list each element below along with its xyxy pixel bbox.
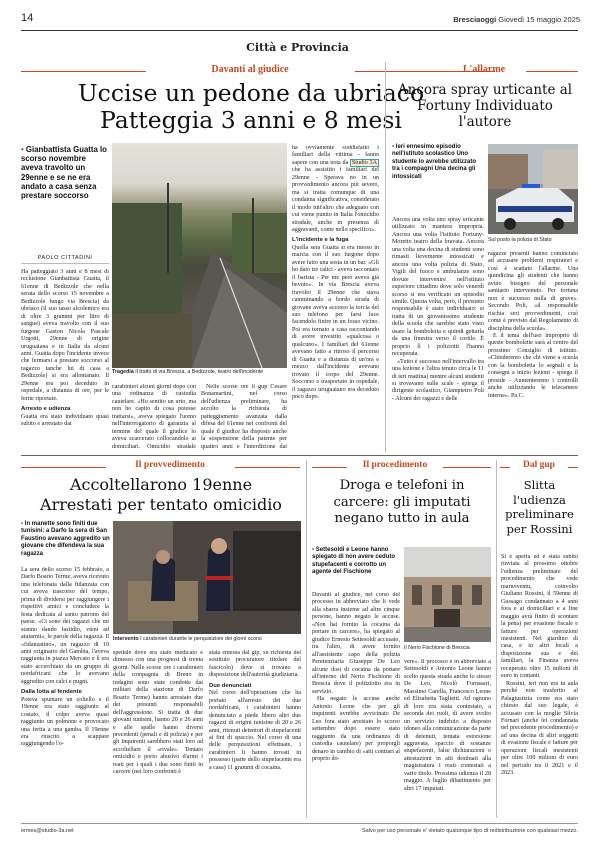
article4-column-1 bbox=[312, 592, 400, 817]
paragraph: Rossini, ieri non era in aula perché non trasferito al Palagiustizia come era stato chiesto dal suo legale, è accusato con la moglie Silvia Fornari (anche lei condannata nel precedente procedimento) e ad una decina di altri soggetti di evasione fiscale e fatture per operazioni fiscali inesistenti per oltre 100 milioni di euro nel periodo tra il 2021 e il 2023. bbox=[501, 680, 578, 777]
caption-label: Tragedia bbox=[112, 369, 134, 375]
text: ha ovviamente soddisfatto i familiari della vittima - fanno sapere con una nota da bbox=[292, 145, 379, 166]
article4-caption: Il Nerio Fischione di Brescia bbox=[404, 645, 470, 651]
article5-headline: Slitta l'udienza preliminare per Rossini bbox=[505, 478, 574, 536]
carabinieri-search-image bbox=[113, 521, 301, 634]
footer-notice: Salvo per uso personale e' vietato qualunque tipo di redistribuzione con qualsiasi mezzo. bbox=[362, 828, 578, 834]
article1-kicker: Davanti al giudice bbox=[211, 64, 289, 75]
paragraph: La sera dello scorso 15 febbraio, a Darfo Boario Terme, aveva ricevuto una telefonata dalla fidanzata con cui aveva trascorso del tempo, prima di dividersi per raggiungere i rispettivi amici e concludere la festa dedicata al santo patrono del paese. «Ci sono dei ragazzi che mi stanno dando fastidio, vieni ad aiutarmi», le parole della ragazza. Il «fidanzatino», un ragazzo di 19 anni originario del Gambia, l'aveva raggiunta in piazza Mercato e lì era stato accerchiato da un gruppo di nordafricani che lo avevano aggredito con calci e pugni. bbox=[21, 567, 109, 685]
bullet-icon: • bbox=[312, 547, 315, 553]
road-scene-image bbox=[112, 143, 287, 368]
publication-name: Bresciaoggi bbox=[453, 15, 497, 24]
article3-caption bbox=[113, 636, 301, 642]
paragraph: Ha patteggiato 3 anni e 8 mesi di reclusione Gianbattista Guatta, il 61enne di Bedizzole che nella serata dello scorso 15 novembre a Bedizzole fungo via Brescia) da ubriaco (il suo tasso alcolemico era di oltre 3 grammi per litro di sangue) aveva travolto con il suo furgone Gaston Nicola Pascale Urgotti, 29enne di origine uruguaiana e in Italia da alcuni anni. Guatta dopo l'incidente invece che fermarsi a prestare soccorso al ragazzo tanche lui di casa a Bedizzole) si era allontanato. Il 29enne era poi deceduto in ospedale, a distanza di ore, per le ferite riportate. bbox=[21, 269, 109, 402]
article3-photo bbox=[113, 521, 301, 634]
article4-kicker-rule bbox=[312, 467, 347, 468]
article1-caption bbox=[112, 369, 287, 375]
paragraph: Poteva spuntare un coltello e il 19enne era stato raggiunto al costato, il colpo aveva quasi raggiunto un polmone e provocato una ferita a una gamba. Il 19enne era riuscito a scappare raggiungendo l'o- bbox=[21, 696, 109, 748]
article2-kicker: L'allarme bbox=[462, 64, 506, 75]
article4-kicker-rule-right bbox=[443, 467, 491, 468]
bullet-icon: • bbox=[21, 521, 24, 527]
article3-kicker-rule-right bbox=[235, 467, 300, 468]
article3-column-3 bbox=[209, 650, 301, 817]
paragraph: E il tema dell'uso improprio di queste bombolette sarà al centro del prossimo Consiglio di istituto. «Chiederemo che chi viene a scuola con la bomboletta lo segnali e la consegni a inizio lezioni - spiega il preside - Aumenteremo i controlli anche utilizzando le telecamere interne». Pa.C. bbox=[488, 332, 578, 399]
paragraph: Quella sera Guatta si era messo in marcia con il suo furgone dopo avere fatto una sosta in un bar. «Gli ho dato tre calici - aveva raccontato il barista - Per me però aveva già bevuto». In via Brescia aveva travolto il 29enne che stava camminando a bordo strada di giovane aveva accesso la torcia del suo telefono per farsi luce facendolo finire in un fosso vicino. Poi era tornato a casa raccontando di avere investito «qualcosa o qualcuno». I familiari del 61enne avevano fatto a ritroso il percorso di Guatta e a distanza di un'ora e mezzo dall'incidente avevano trovato il corpo del 29enne. Soccorso e trasportato in ospedale, il ragazzo uruguaiano era deceduto poco dopo. bbox=[292, 244, 379, 400]
article2-headline: Ancora spray urticante al Fortuny Individuato l'autore bbox=[397, 82, 573, 130]
article2-kicker-rule-right bbox=[526, 71, 578, 72]
prison-building-image bbox=[404, 547, 491, 642]
article2-column-1 bbox=[392, 217, 484, 450]
paragraph: carabinieri alcuni giorni dopo con una ordinanza di custodia cautelare. «Ho sentito un urto, ma non ho capito di cosa potesse trattarsi», aveva spiegato l'uomo nell'interrogatorio di garanzia al termine del quale il giudice lo aveva scarcerato collocandolo ai domiciliari. Omicidio stradale bbox=[112, 384, 196, 450]
article2-lead-text: Ieri ennesimo episodio nell'istituto scolastico Uno studente lo avrebbe utilizzato tra i compagni Una decina gli intossicati bbox=[392, 144, 477, 180]
subheading: Dalla lotta al fendente bbox=[21, 689, 82, 696]
article5-column-1 bbox=[501, 554, 578, 817]
footer-email: ermes@studio-3a.net bbox=[21, 828, 74, 834]
article5-kicker-rule-right bbox=[568, 467, 578, 468]
subheading: L'incidente e la fuga bbox=[292, 237, 349, 244]
police-car-image bbox=[488, 144, 578, 234]
paragraph: vere». Il processo è in abbreviato a Settesoldi e Antonio Leone hanno scelto questa strada anche lo stesso De Leo, Nicolò Fornasari, Massimo Carella, Francesco Leone ed Elisabetta Taglietti. Ad ognuno di loro era stata contestato, a seconda dei ruoli, di avere svolto un servizio indebito a disposto idoneo alla comunicazione da parte di detenuti, tentata estorsione aggravata, spaccio di sostanze stupefacenti, false dichiarazioni o attestazioni in atti destinati alla magistratura i reati contestati a vario titolo. Prossima udienza il 28 maggio. A luglio dibattimento per altri 17 imputati. bbox=[404, 659, 491, 792]
masthead bbox=[400, 15, 580, 24]
article5-kicker-rule bbox=[500, 467, 510, 468]
paragraph: stata emessa dal gip, su richiesta del sostituto procuratore titolare del fascicolo) dove si trovano a disposizione dell'autorità giudiziaria. bbox=[209, 650, 301, 679]
article2-column-2 bbox=[488, 251, 578, 450]
paragraph: spedale dove era stato medicato e dimesso con una prognosi di trenta giorni. Nelle scorse ore i carabinieri della compagnia di Breno in indagini sono state condotte dai militari della stazione di Darfo Boario Terme) hanno arrestato due dei presunti responsabili dell'aggressione. Si tratta di due giovani tunisini, hanno 20 e 26 anni e alle spalle hanno diversi precedenti (penali e di polizia) e per gli inquirenti sarebbero stati loro ad accoltellare il «rivale». Tentato omicidio e porto abusivo d'armi i reati per i quali i due sono finiti in carcere (nei loro confronti è bbox=[113, 650, 203, 776]
article3-column-1 bbox=[21, 567, 109, 817]
article4-lead bbox=[312, 547, 400, 577]
article4-photo bbox=[404, 547, 491, 642]
article3-column-2 bbox=[113, 650, 203, 817]
vertical-divider bbox=[306, 460, 307, 818]
caption-label: Intervento bbox=[113, 636, 139, 642]
vertical-divider bbox=[496, 460, 497, 818]
article3-lead bbox=[21, 521, 111, 558]
article4-kicker: Il procedimento bbox=[362, 460, 428, 470]
footer-rule bbox=[21, 823, 578, 824]
page-number: 14 bbox=[21, 12, 34, 24]
article1-byline: PAOLO CITTADINI bbox=[37, 255, 93, 261]
article4-column-2 bbox=[404, 659, 491, 817]
header-rule bbox=[21, 30, 578, 31]
article2-caption: Sul posto la polizia di Stato bbox=[488, 237, 552, 243]
paragraph: Ancora una volta uno spray urticante utilizzato in maniera impropria. Ancora una volta l'istituto Fortuny-Moretto teatro della bravata. Ancora una volta una decina di studenti sono rimasti lievemente intossicati e ancora una volta polizia di Stato, Vigili del fuoco e ambulanze sono dovute intervenire nell'istituto superiore cittadino dove solo venerdì scorso si era verificato un episodio simile. Questa volta, però, il presunto responsabile è stato individuato: si tratta di un giovanissimo studente della scuola che sarebbe stato visto usare la bomboletta e quindi gettarla da una finestra verso il cortile. È proprio lì i poliziotti l'hanno recuperata. bbox=[392, 217, 484, 358]
bullet-icon: • bbox=[21, 145, 24, 154]
subheading: Arresto e udienza bbox=[21, 406, 71, 413]
byline-rule bbox=[21, 263, 109, 264]
article3-kicker: Il provvedimento bbox=[135, 460, 205, 470]
article2-photo bbox=[488, 144, 578, 234]
article1-lead bbox=[21, 145, 109, 200]
paragraph: Ha negato le accuse anche Antonio Leone che per gli inquirenti avrebbe avvicinato De Leo fora stato arrestato lo scorso settembre dopo essere stato raggiunto da una ordinanza di custodia cautelare) per proporgli denaro in cambio di «atti contrari al proprio do- bbox=[312, 696, 400, 762]
article1-photo bbox=[112, 143, 287, 368]
highlighted-text: Studio 3A bbox=[351, 159, 377, 166]
paragraph: «Tutto è successo nell'intervallo tra una lezione e l'altra tenuto circa le 11 di ieri mattina) mentre alcuni studenti si trovavano sulle scale - spiega il dirigente scolastico, Giampietro Poli - Alcuni dei ragazzi e delle bbox=[392, 358, 484, 402]
article4-headline: Droga e telefoni in carcere: gli imputati negano tutto in aula bbox=[333, 478, 471, 526]
article3-kicker-rule bbox=[21, 467, 106, 468]
bullet-icon: • bbox=[392, 144, 395, 150]
paragraph: ragazze presenti hanno cominciato ad accusare problemi respiratori e così è scattato l'allarme. Una quindicina gli studenti che hanno avuto bisogno del personale sanitario intervenuto. Per fortuna non è successo nulla di grave». Secondo Poli, «il responsabile rischia seri provvedimenti, così come è previsto dal Regolamento di disciplina della scuola». bbox=[488, 251, 578, 332]
paragraph: Nel corso dell'operazione che ha portato all'arresto dei due nordafricani, i carabinieri hanno denunciato a piede libero altri due ragazzi di origini tunisine di 20 e 26 anni, ritenuti detentori di stupefacenti ai fini di spaccio. Nel corso di una delle perquisizioni effettuate, i carabinieri li hanno trovati in possesso (parte dello stupefacente era a casa) 11 grammi di cocaina. bbox=[209, 690, 301, 771]
paragraph bbox=[292, 145, 379, 234]
article1-lead-text: Gianbattista Guatta lo scorso novembre aveva travolto un 29enne e se ne era andato a casa senza prestare soccorso bbox=[21, 145, 107, 201]
article2-lead bbox=[392, 144, 484, 181]
article5-kicker: Dal gup bbox=[523, 460, 555, 470]
paragraph: Guatta era stato individuato quasi subito e arrestato dai bbox=[21, 413, 109, 428]
paragraph: Davanti al giudice, nel corso del processo in abbreviato che li vede alla sbarra insieme ad altre cinque persone, hanno negato le accuse. «Non hai fornito la cocaina da portare in carcere», ha spiegato al giudice Ernesto Settesoldi accusato, tra l'altro, di avere fornito all'assistente capo della polizia Penitenziaria Giuseppe De Leo alcune dosi di cocaina da portare all'interno del Nerio Fischione di Brescia dove il politziotto era in servizio. bbox=[312, 592, 400, 695]
article3-headline: Accoltellarono 19enne Arrestati per tentato omicidio bbox=[40, 475, 282, 514]
article1-column-2 bbox=[112, 384, 196, 450]
caption-text: Il tratto di via Brescia, a Bedizzole, teatro dell'incidente bbox=[133, 369, 264, 375]
article1-column-4 bbox=[292, 145, 379, 450]
issue-date: Giovedì 15 maggio 2025 bbox=[498, 15, 580, 24]
section-title: Città e Provincia bbox=[246, 41, 349, 54]
article1-column-1 bbox=[21, 269, 109, 449]
article4-lead-text: Settesoldi e Leone hanno spiegato di non avere ceduto stupefacenti e corrotto un agente del Fischione bbox=[312, 547, 396, 576]
paragraph: Nelle scorse ore il gup Cesare Bonamartini, nel corso dell'udienza preliminare, ha accolto la richiesta di patteggiamento avanzata dalla difesa del 61enne nei confronti del quale il giudice ha disposto anche la sospensione della patente per quattro anni e l'interdizione dai bbox=[201, 384, 287, 450]
article1-kicker-rule bbox=[21, 71, 146, 72]
caption-text: I carabinieri durante le perquisizioni dei giorni scorsi bbox=[138, 636, 262, 642]
paragraph: Si è aperta ed è stata subito rinviata al prossimo ottobre l'udienza preliminare del procedimento che vede marnoventu, coinvolto Giuliano Rossini, il 59enne di Gussago condannato a 4 anni fora e ai domiciliari e a fine maggio avrà finito di scontare la pena) per evasione fiscale e fatture per operazioni inesistenti. Nel giardino di casa, e in altri locali a disposizione sua e dei familiari, la Finanza aveva recuperato oltre 15 milioni di euro in contanti. bbox=[501, 554, 578, 680]
article1-headline: Uccise un pedone da ubriaco Patteggia 3 anni e 8 mesi bbox=[77, 79, 425, 134]
article2-kicker-rule bbox=[390, 71, 442, 72]
horizontal-divider bbox=[21, 455, 578, 456]
article3-lead-text: In manette sono finiti due tunisini: a Darfo la sera di San Faustino avevano aggredito un giovane che difendeva la sua ragazza bbox=[21, 521, 110, 557]
subheading: Due denunciati bbox=[209, 682, 252, 689]
text: che ha assistito i familiari del 29enne - Sperava no in un provvedimento ancora più severo, ma si tratta comunque di una condanna significativa, considerato il modo tutt'altro che adeguato con cui viene punito in Italia l'omicidio stradale, anche in presenza di aggravanti, come nello specifico». bbox=[292, 167, 379, 233]
vertical-divider bbox=[385, 62, 386, 452]
article1-column-3 bbox=[201, 384, 287, 450]
